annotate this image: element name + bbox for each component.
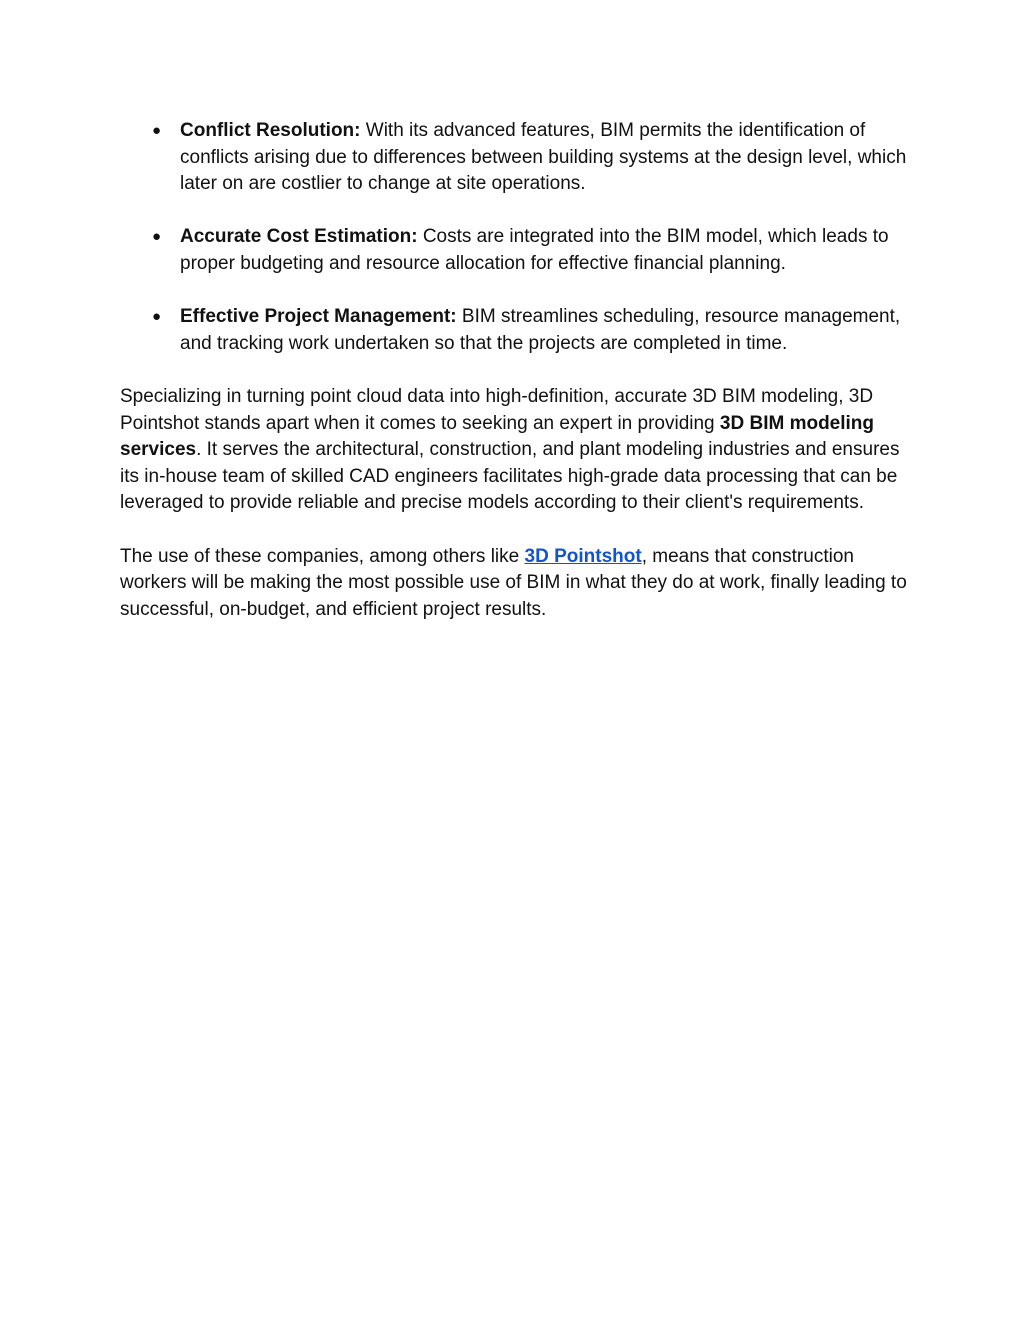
list-item-title: Effective Project Management: [180,306,457,328]
list-item-text: Costs are integrated into the BIM model, which leads to proper budgeting and resource allocation for effective financial planning. [180,226,889,274]
bullet-icon: ● [152,308,162,326]
benefits-list [120,118,910,357]
paragraph-bold-text: 3D BIM modeling services [120,412,875,461]
list-item-text: BIM streamlines scheduling, resource management, and tracking work undertaken so that the projects are completed in time. [180,306,901,354]
bullet-icon: ● [152,122,162,139]
list-item [120,118,910,198]
pointshot-link[interactable]: 3D Pointshot [524,545,642,567]
paragraph-services [120,384,910,517]
bullet-icon: ● [152,228,162,246]
paragraph-conclusion [120,544,910,624]
paragraph-text: , means that construction workers will be making the most possible use of BIM in what they do at work, finally leading to successful, on-budget, and efficient project results. [120,545,907,620]
list-item-title: Accurate Cost Estimation: [180,226,418,248]
paragraph-text: . It serves the architectural, construction, and plant modeling industries and ensures its in-house team of skilled CAD engineers facilitates high-grade data processing that can be leveraged to provide reliable and precise models according to their client's requirements. [120,439,900,514]
list-item-title: Conflict Resolution: [180,120,361,141]
paragraph-text: Specializing in turning point cloud data into high-definition, accurate 3D BIM modeling, 3D Pointshot stands apart when it comes to seeking an expert in providing [120,385,874,434]
list-item [120,224,910,277]
document-page [120,118,910,650]
paragraph-text: The use of these companies, among others like [120,545,525,567]
list-item [120,304,910,357]
list-item-text: With its advanced features, BIM permits the identification of conflicts arising due to differences between building systems at the design level, which later on are costlier to change at site operations. [180,120,907,195]
